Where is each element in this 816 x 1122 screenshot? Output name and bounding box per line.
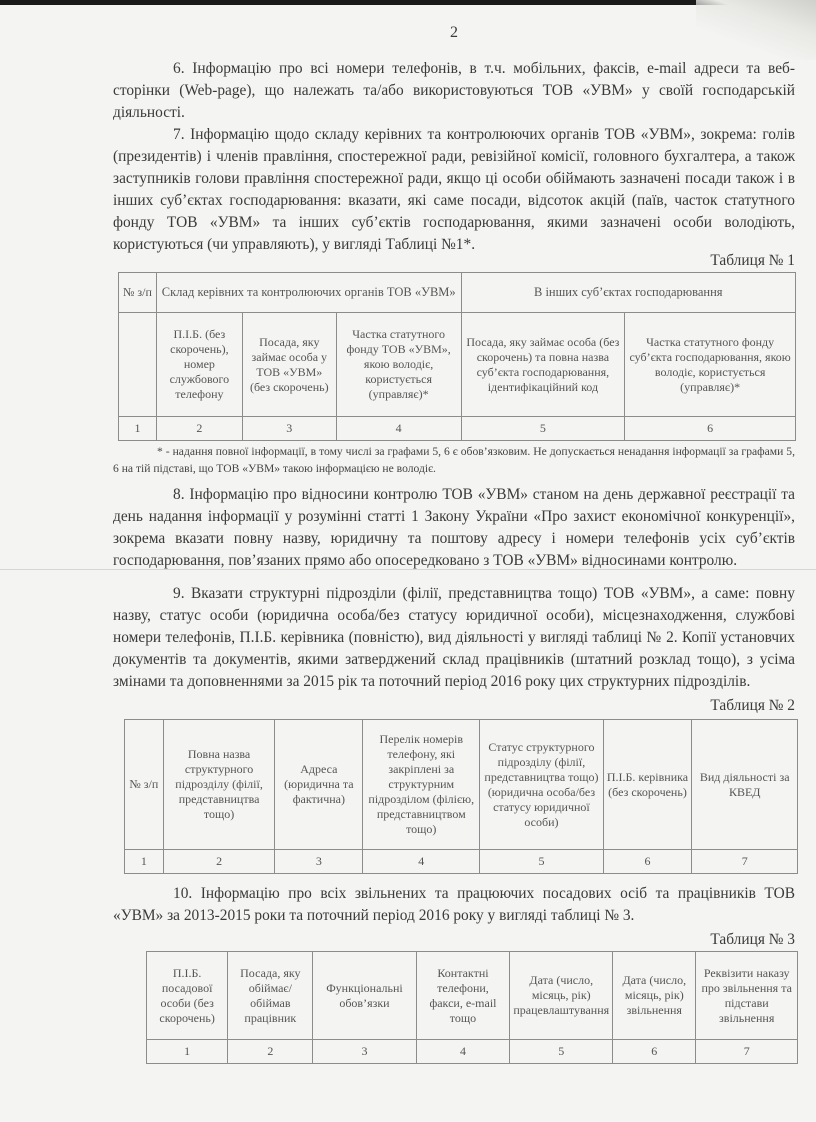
table-3: [146, 951, 798, 1064]
table2-col-number: 6: [603, 850, 692, 874]
paragraph-9: [113, 583, 795, 693]
table3-header: Контактні телефони, факси, e-mail тощо: [416, 952, 510, 1040]
table2-header: № з/п: [125, 720, 164, 850]
table-2: [124, 719, 798, 874]
table1-header: Частка статутного фонду ТОВ «УВМ», якою володіє, користується (управляє)*: [336, 313, 461, 417]
paragraph-6: [113, 58, 795, 124]
table1-caption: Таблиця № 1: [710, 252, 795, 269]
paragraph-10-text: 10. Інформацію про всіх звільнених та працюючих посадових осіб та працівників ТОВ «УВМ» за 2013-2015 роки та поточний період 2016 року у вигляді таблиці № 3.: [113, 885, 795, 924]
paragraph-8: [113, 484, 795, 572]
table-1: [118, 272, 796, 441]
table2-caption: Таблиця № 2: [710, 697, 795, 714]
table3-col-number: 1: [147, 1040, 228, 1064]
table1-group-a: Склад керівних та контролюючих органів ТОВ «УВМ»: [156, 273, 461, 313]
table3-header: Посада, яку обіймає/обіймав працівник: [228, 952, 313, 1040]
paragraph-9-text: 9. Вказати структурні підрозділи (філії, представництва тощо) ТОВ «УВМ», а саме: повну назву, статус особи (юридична особа/без статусу юридичної особи), місцезнаходження, службові номери телефонів, П.І.Б. керівника (повністю), вид діяльності у вигляді таблиці № 2. Копії установчих документів та документів, якими затверджений склад працівників (штатний розклад тощо), з усіма змінами та доповненнями за 2015 рік та поточний період 2016 року цих структурних підрозділів.: [113, 585, 795, 690]
table2-header: Перелік номерів телефону, які закріплені за структурним підрозділом (філією, представництвом тощо): [363, 720, 480, 850]
table1-header: Посада, яку займає особа (без скорочень) та повна назва суб’єкта господарювання, ідентифікаційний код: [461, 313, 625, 417]
paragraph-10: [113, 883, 795, 927]
table2-col-number: 3: [275, 850, 363, 874]
table2-col-number: 7: [692, 850, 798, 874]
table1-header: Частка статутного фонду суб’єкта господарювання, якою володіє, користується (управляє)*: [625, 313, 796, 417]
table2-header: П.І.Б. керівника (без скорочень): [603, 720, 692, 850]
table1-col-number: 2: [156, 417, 242, 441]
paragraph-6-text: 6. Інформацію про всі номери телефонів, в т.ч. мобільних, факсів, e-mail адреси та веб-сторінки (Web-page), що належать та/або використовуються ТОВ «УВМ» у своїй господарській діяльності.: [113, 60, 795, 121]
table3-col-number: 3: [313, 1040, 416, 1064]
table3-header: П.І.Б. посадової особи (без скорочень): [147, 952, 228, 1040]
table3-col-number: 4: [416, 1040, 510, 1064]
table3-header: Дата (число, місяць, рік) звільнення: [613, 952, 696, 1040]
table1-footnote: * - надання повної інформації, в тому числі за графами 5, 6 є обов’язковим. Не допускається ненадання інформації за графами 5, 6 на тій підставі, що ТОВ «УВМ» такою інформацією не володіє.: [113, 445, 795, 475]
table1-col-number: 4: [336, 417, 461, 441]
table3-col-number: 5: [510, 1040, 613, 1064]
paragraph-7: [113, 124, 795, 256]
table2-header: Статус структурного підрозділу (філії, представництва тощо) (юридична особа/без статусу юридичної особи): [480, 720, 603, 850]
table1-col-number: 6: [625, 417, 796, 441]
page-number: 2: [450, 24, 458, 41]
table2-col-number: 4: [363, 850, 480, 874]
table1-col-number: 3: [242, 417, 336, 441]
table1-header: Посада, яку займає особа у ТОВ «УВМ» (без скорочень): [242, 313, 336, 417]
table3-header: Дата (число, місяць, рік) працевлаштування: [510, 952, 613, 1040]
table2-col-number: 1: [125, 850, 164, 874]
scan-edge: [0, 0, 816, 5]
table2-col-number: 2: [163, 850, 275, 874]
table3-col-number: 2: [228, 1040, 313, 1064]
table3-header: Функціональні обов’язки: [313, 952, 416, 1040]
table2-header: Адреса (юридична та фактична): [275, 720, 363, 850]
table3-col-number: 6: [613, 1040, 696, 1064]
paragraph-8-text: 8. Інформацію про відносини контролю ТОВ «УВМ» станом на день державної реєстрації та день надання інформації у розумінні статті 1 Закону України «Про захист економічної конкуренції», зокрема вказати повну назву, юридичну та поштову адресу і номери телефонів усіх суб’єктів господарювання, пов’язаних прямо або опосередковано з ТОВ «УВМ» відносинами контролю.: [113, 486, 795, 569]
table3-caption: Таблиця № 3: [710, 931, 795, 948]
paragraph-7-text: 7. Інформацію щодо складу керівних та контролюючих органів ТОВ «УВМ», зокрема: голів (президентів) і членів правління, спостережної ради, ревізійної комісії, головного бухгалтера, а також заступників голови правління спостережної ради, якщо ці особи обіймають зазначені посади також і в інших суб’єктах господарювання: вказати, які саме посади, відсоток акцій (паїв, часток статутного фонду ТОВ «УВМ» та інших суб’єктів господарювання, якими зазначені особи володіють, користуються (чи управляють), у вигляді Таблиці №1*.: [113, 126, 795, 253]
table1-col-number: 1: [119, 417, 157, 441]
table1-header: П.І.Б. (без скорочень), номер службового телефону: [156, 313, 242, 417]
table2-col-number: 5: [480, 850, 603, 874]
table3-header: Реквізити наказу про звільнення та підстави звільнення: [696, 952, 798, 1040]
table3-col-number: 7: [696, 1040, 798, 1064]
table2-header: Вид діяльності за КВЕД: [692, 720, 798, 850]
table2-header: Повна назва структурного підрозділу (філії, представництва тощо): [163, 720, 275, 850]
table1-col-number: 5: [461, 417, 625, 441]
table1-group-b: В інших суб’єктах господарювання: [461, 273, 795, 313]
table1-col-no: № з/п: [119, 273, 157, 313]
table1-empty-cell: [119, 313, 157, 417]
